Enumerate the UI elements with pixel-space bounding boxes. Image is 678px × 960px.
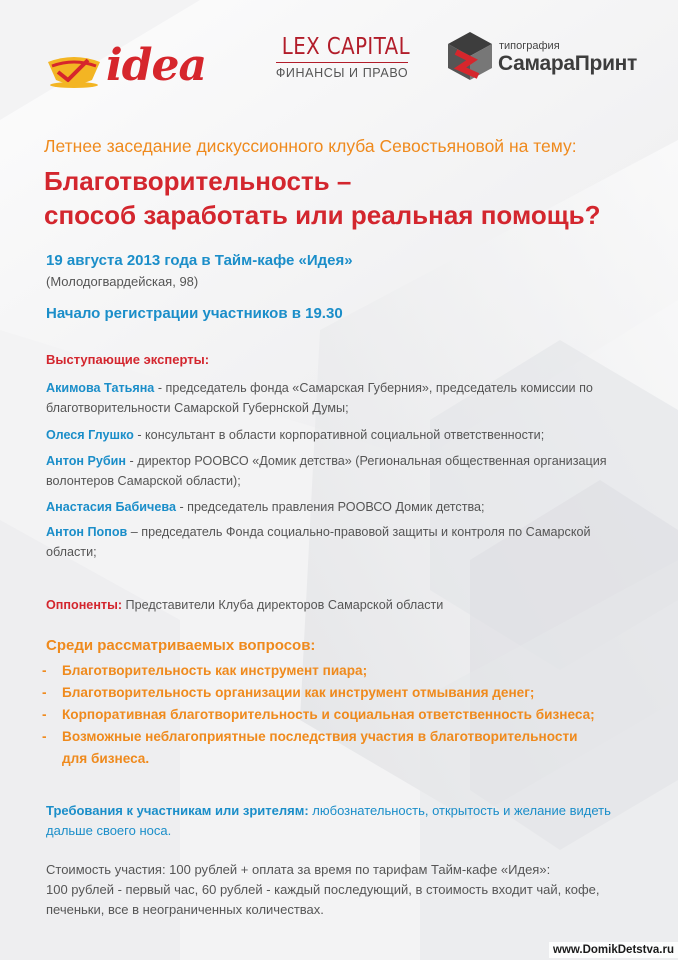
idea-logo-text: idea	[106, 40, 206, 91]
expert-role: – председатель Фонда социально-правовой защиты и контроля по Самарской	[127, 525, 591, 539]
event-title	[44, 164, 601, 232]
samaraprint-emblem-icon	[446, 30, 494, 82]
expert-role: - директор РООВСО «Домик детства» (Региональная общественная организация	[126, 454, 607, 468]
expert-role: - консультант в области корпоративной социальной ответственности;	[133, 428, 545, 442]
requirements-label: Требования к участникам или зрителям:	[46, 803, 309, 818]
expert-role: - председатель фонда «Самарская Губерния», председатель комиссии по	[154, 381, 593, 395]
expert-name: Акимова Татьяна	[46, 381, 155, 395]
event-date: 19 августа 2013 года в Тайм-кафе «Идея»	[46, 252, 353, 269]
samaraprint-logo	[446, 30, 646, 86]
experts-title: Выступающие эксперты:	[46, 352, 210, 367]
lex-capital-subtitle: ФИНАНСЫ И ПРАВО	[275, 66, 409, 80]
event-title-line-1: Благотворительность –	[44, 166, 352, 196]
watermark: www.DomikDetstva.ru	[549, 942, 678, 958]
expert-item	[46, 497, 485, 517]
list-item: - Благотворительность как инструмент пиара;	[42, 663, 368, 678]
idea-logo	[44, 40, 244, 96]
list-item: - Благотворительность организации как инструмент отмывания денег;	[42, 685, 535, 700]
samaraprint-name: СамараПринт	[498, 52, 638, 75]
list-item: - Корпоративная благотворительность и социальная ответственность бизнеса;	[42, 707, 595, 722]
lex-capital-divider	[276, 62, 408, 63]
cup-icon	[44, 50, 104, 90]
expert-role-cont: благотворительности Самарской Губернской Думы;	[46, 401, 349, 415]
opponents-label: Оппоненты:	[46, 598, 123, 612]
expert-name: Олеся Глушко	[46, 428, 134, 442]
event-address: (Молодогвардейская, 98)	[46, 274, 199, 289]
opponents-line	[46, 595, 443, 615]
expert-role-cont: области;	[46, 545, 97, 559]
cost-line-3: печеньки, все в неограниченных количествах.	[46, 902, 324, 917]
registration-time: Начало регистрации участников в 19.30	[46, 305, 343, 322]
event-subtitle: Летнее заседание дискуссионного клуба Севостьяновой на тему:	[44, 136, 577, 156]
list-item-continuation: для бизнеса.	[62, 751, 150, 766]
requirements-text-cont: дальше своего носа.	[46, 823, 172, 838]
lex-capital-logo	[272, 34, 412, 80]
list-item: - Возможные неблагоприятные последствия участия в благотворительности	[42, 729, 578, 744]
expert-role-cont: волонтеров Самарской области);	[46, 474, 241, 488]
expert-item	[46, 522, 591, 562]
expert-name: Антон Попов	[46, 525, 128, 539]
event-title-line-2: способ заработать или реальная помощь?	[44, 200, 601, 230]
sponsor-logos	[0, 28, 678, 98]
expert-name: Антон Рубин	[46, 454, 127, 468]
requirements	[46, 801, 611, 841]
requirements-text: любознательность, открытость и желание видеть	[308, 803, 611, 818]
lex-capital-title: LEX CAPITAL	[281, 34, 411, 60]
opponents-text: Представители Клуба директоров Самарской области	[122, 598, 444, 612]
participation-cost	[46, 860, 599, 920]
issues-title: Среди рассматриваемых вопросов:	[46, 637, 316, 654]
cost-line-2: 100 рублей - первый час, 60 рублей - каждый последующий, в стоимость входит чай, кофе,	[46, 882, 600, 897]
expert-item	[46, 378, 593, 418]
cost-line-1: Стоимость участия: 100 рублей + оплата за время по тарифам Тайм-кафе «Идея»:	[46, 862, 551, 877]
expert-item	[46, 451, 607, 491]
expert-name: Анастасия Бабичева	[46, 500, 176, 514]
issues-list	[42, 660, 595, 770]
expert-role: - председатель правления РООВСО Домик детства;	[175, 500, 485, 514]
expert-item	[46, 425, 544, 445]
samaraprint-small-text: типография	[499, 40, 560, 52]
